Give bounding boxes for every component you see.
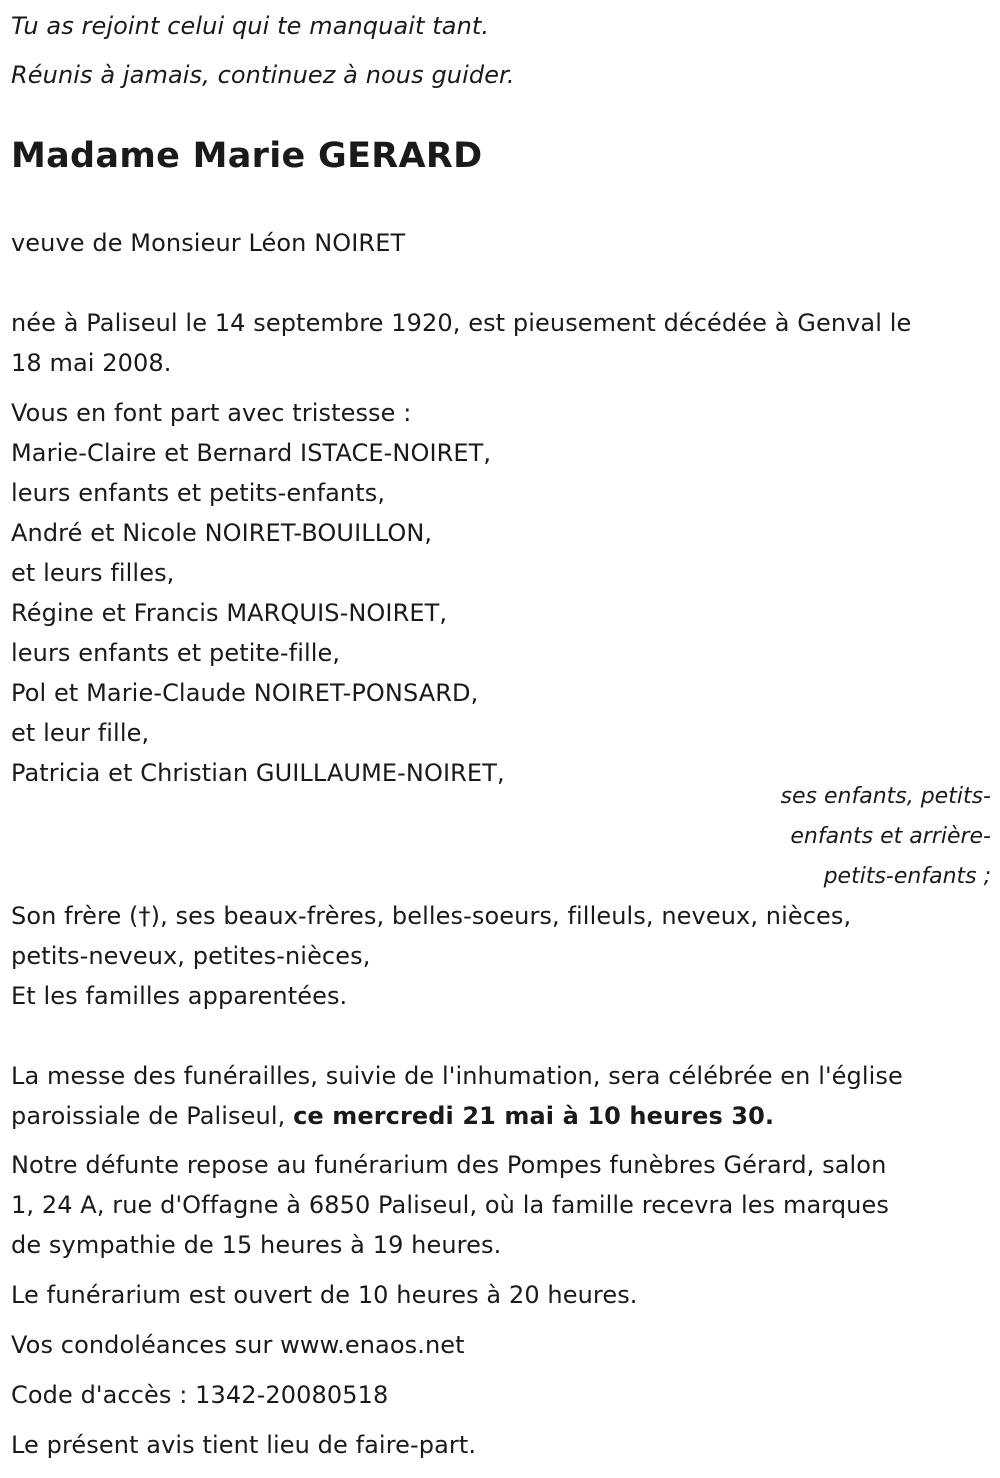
repose-line: 1, 24 A, rue d'Offagne à 6850 Paliseul, où la famille recevra les marques [11, 1191, 889, 1219]
family-line: Régine et Francis MARQUIS-NOIRET, [11, 599, 448, 627]
repose-line: Notre défunte repose au funérarium des Pompes funèbres Gérard, salon [11, 1151, 887, 1179]
family-line: et leurs filles, [11, 559, 175, 587]
family-line: leurs enfants et petits-enfants, [11, 479, 386, 507]
family-note-line: ses enfants, petits- [780, 784, 991, 809]
family-line: et leur fille, [11, 719, 150, 747]
funeral-line-2-prefix: paroissiale de Paliseul, [11, 1102, 294, 1130]
family-line: Marie-Claire et Bernard ISTACE-NOIRET, [11, 439, 492, 467]
deceased-name: Madame Marie GERARD [11, 136, 483, 176]
funeral-date-time: ce mercredi 21 mai à 10 heures 30. [293, 1102, 775, 1130]
family-intro: Vous en font part avec tristesse : [11, 399, 412, 427]
family-note-line: petits-enfants ; [823, 864, 991, 889]
birth-death-line-1: née à Paliseul le 14 septembre 1920, est pieusement décédée à Genval le [11, 309, 912, 337]
relatives-line: Son frère (†), ses beaux-frères, belles-soeurs, filleuls, neveux, nièces, [11, 902, 852, 930]
quote-line-1: Tu as rejoint celui qui te manquait tant. [11, 12, 490, 40]
funeral-line-1: La messe des funérailles, suivie de l'inhumation, sera célébrée en l'église [11, 1062, 903, 1090]
funeral-line-2 [11, 1101, 774, 1131]
closing-note: Le présent avis tient lieu de faire-part. [11, 1431, 477, 1459]
family-line: Pol et Marie-Claude NOIRET-PONSARD, [11, 679, 479, 707]
repose-line: de sympathie de 15 heures à 19 heures. [11, 1231, 502, 1259]
relatives-line: Et les familles apparentées. [11, 982, 348, 1010]
relatives-line: petits-neveux, petites-nièces, [11, 942, 371, 970]
family-line: Patricia et Christian GUILLAUME-NOIRET, [11, 759, 505, 787]
family-line: leurs enfants et petite-fille, [11, 639, 341, 667]
quote-line-2: Réunis à jamais, continuez à nous guider. [11, 61, 515, 89]
opening-hours: Le funérarium est ouvert de 10 heures à 20 heures. [11, 1281, 638, 1309]
condolences: Vos condoléances sur www.enaos.net [11, 1331, 465, 1359]
birth-death-line-2: 18 mai 2008. [11, 349, 172, 377]
family-line: André et Nicole NOIRET-BOUILLON, [11, 519, 433, 547]
access-code: Code d'accès : 1342-20080518 [11, 1381, 389, 1409]
widow-of: veuve de Monsieur Léon NOIRET [11, 229, 406, 257]
family-note-line: enfants et arrière- [790, 824, 991, 849]
